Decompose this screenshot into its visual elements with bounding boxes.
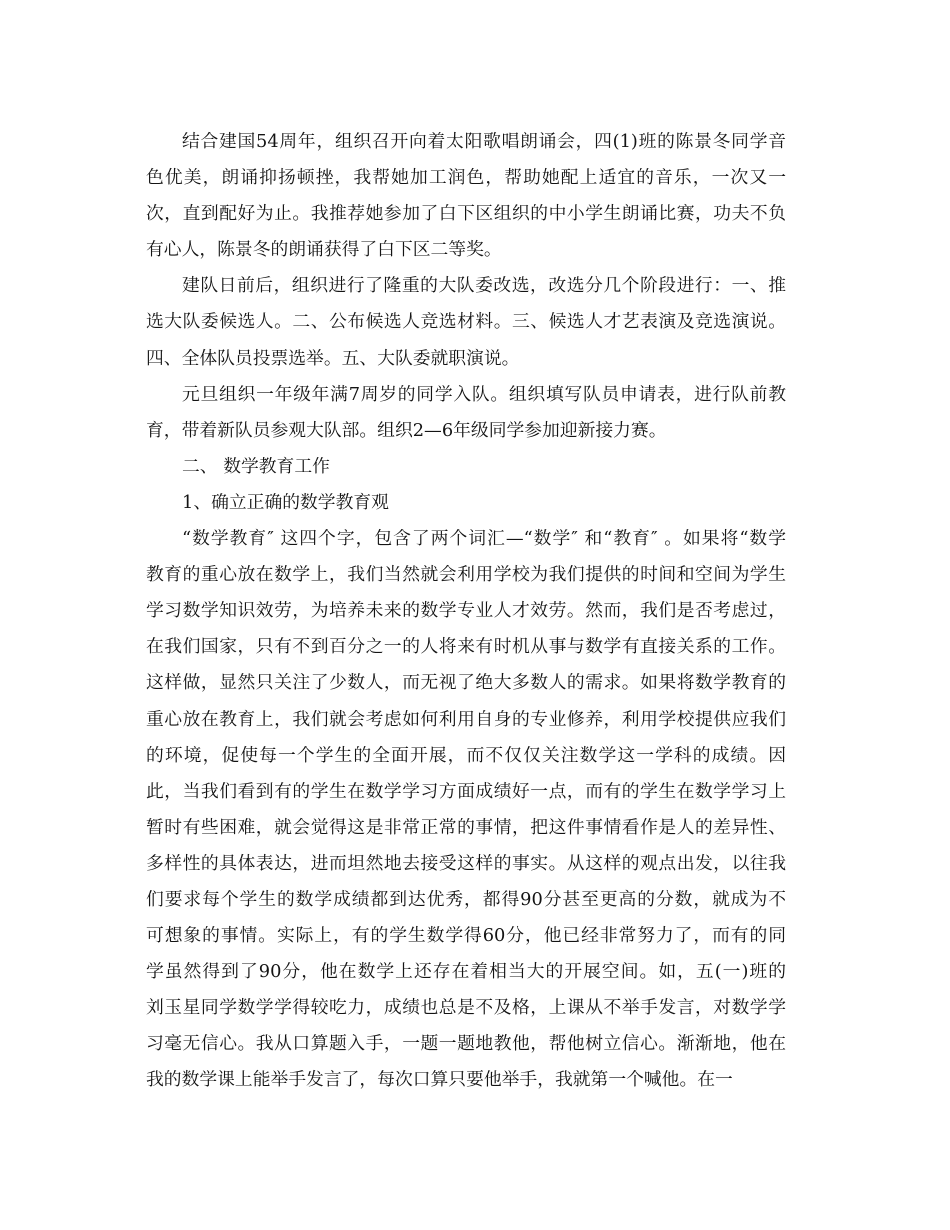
text-line: 四、全体队员投票选举。五、大队委就职演说。 [146, 347, 520, 369]
text-line: 1、确立正确的数学教育观 [182, 491, 389, 513]
text-line: 色优美，朗诵抑扬顿挫，我帮她加工润色，帮助她配上适宜的音乐，一次又一 [146, 167, 786, 189]
text-line: 可想象的事情。实际上，有的学生数学得60分，他已经非常努力了，而有的同 [146, 925, 786, 947]
text-line: 习毫无信心。我从口算题入手，一题一题地教他，帮他树立信心。渐渐地，他在 [146, 1033, 786, 1055]
paragraph [146, 449, 786, 485]
text-line: 元旦组织一年级年满7周岁的同学入队。组织填写队员申请表，进行队前教 [182, 383, 786, 405]
text-line: 学习数学知识效劳，为培养未来的数学专业人才效劳。然而，我们是否考虑过， [146, 600, 786, 622]
text-line: 有心人，陈景冬的朗诵获得了白下区二等奖。 [146, 239, 502, 261]
text-line: 此，当我们看到有的学生在数学学习方面成绩好一点，而有的学生在数学学习上 [146, 780, 786, 802]
text-line: 重心放在教育上，我们就会考虑如何利用自身的专业修养，利用学校提供应我们 [146, 708, 786, 730]
text-line: 的环境，促使每一个学生的全面开展，而不仅仅关注数学这一学科的成绩。因 [146, 744, 786, 766]
text-line: 学虽然得到了90分，他在数学上还存在着相当大的开展空间。如，五(一)班的 [146, 961, 786, 983]
text-line: 育，带着新队员参观大队部。组织2—6年级同学参加迎新接力赛。 [146, 419, 667, 441]
paragraph [146, 124, 786, 268]
text-line: 结合建国54周年，组织召开向着太阳歌唱朗诵会，四(1)班的陈景冬同学音 [182, 131, 786, 152]
paragraph [146, 485, 786, 521]
text-line: 我的数学课上能举手发言了，每次口算只要他举手，我就第一个喊他。在一 [146, 1069, 733, 1091]
text-line: 暂时有些困难，就会觉得这是非常正常的事情，把这件事情看作是人的差异性、 [146, 816, 786, 838]
text-line: 选大队委候选人。二、公布候选人竞选材料。三、候选人才艺表演及竞选演说。 [146, 311, 786, 333]
text-line: 次，直到配好为止。我推荐她参加了白下区组织的中小学生朗诵比赛，功夫不负 [146, 203, 786, 225]
text-line: 多样性的具体表达，进而坦然地去接受这样的事实。从这样的观点出发，以往我 [146, 852, 786, 874]
paragraph [146, 268, 786, 376]
text-line: “数学教育″ 这四个字，包含了两个词汇—“数学″ 和“教育″ 。如果将“数学 [182, 528, 786, 550]
text-line: 刘玉星同学数学学得较吃力，成绩也总是不及格，上课从不举手发言，对数学学 [146, 997, 786, 1019]
paragraph [146, 521, 786, 1099]
text-line: 在我们国家，只有不到百分之一的人将来有时机从事与数学有直接关系的工作。 [146, 636, 786, 658]
text-line: 这样做，显然只关注了少数人，而无视了绝大多数人的需求。如果将数学教育的 [146, 672, 786, 694]
text-line: 二、 数学教育工作 [182, 455, 330, 477]
paragraph [146, 377, 786, 449]
document-page [146, 124, 786, 1099]
text-line: 们要求每个学生的数学成绩都到达优秀，都得90分甚至更高的分数，就成为不 [146, 888, 786, 910]
text-line: 教育的重心放在数学上，我们当然就会利用学校为我们提供的时间和空间为学生 [146, 564, 786, 586]
text-line: 建队日前后，组织进行了隆重的大队委改选，改选分几个阶段进行：一、推 [182, 275, 786, 297]
